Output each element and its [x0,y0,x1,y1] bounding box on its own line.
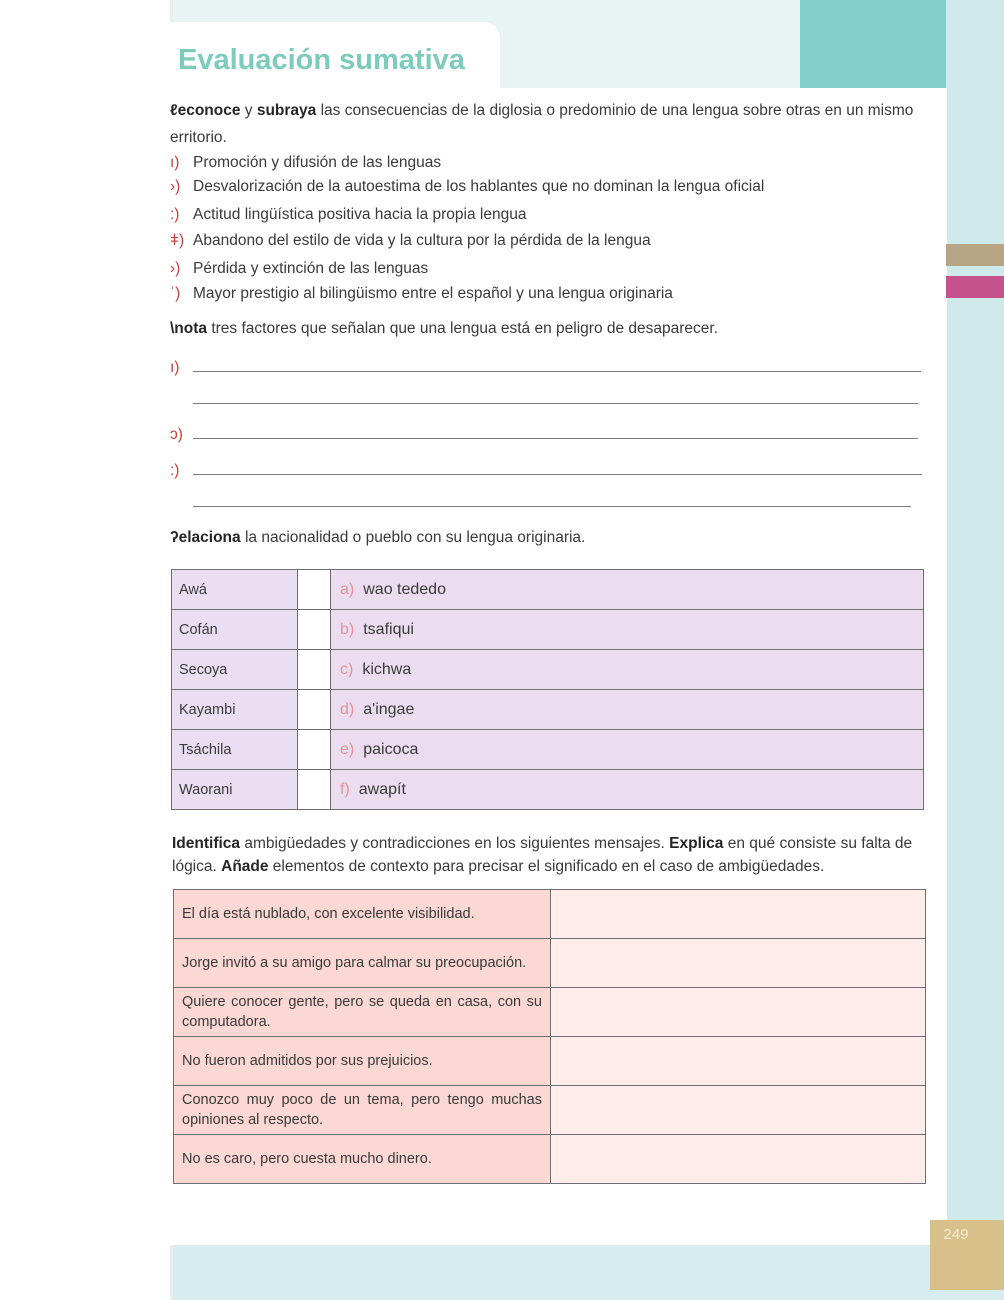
q1-verb-1: ℓeconoce [170,102,241,119]
matching-table [171,569,924,810]
table-row [174,939,926,988]
table-row [172,610,924,650]
message-cell: Quiere conocer gente, pero se queda en casa, con su computadora. [174,988,551,1037]
message-cell: No es caro, pero cuesta mucho dinero. [174,1135,551,1184]
q1-option-text[interactable]: Abandono del estilo de vida y la cultura por la pérdida de la lengua [193,232,651,249]
page-number: 249 [943,1226,969,1243]
explanation-cell[interactable] [551,988,926,1037]
page-title: Evaluación sumativa [178,44,465,76]
q4-verb-1: Identifica [172,835,241,852]
nationality-cell: Secoya [172,650,298,690]
message-cell: Conozco muy poco de un tema, pero tengo muchas opiniones al respecto. [174,1086,551,1135]
message-cell: No fueron admitidos por sus prejuicios. [174,1037,551,1086]
q1-option-text[interactable]: Mayor prestigio al bilingüismo entre el español y una lengua originaria [193,285,673,302]
q1-instruction-line2: erritorio. [170,129,227,146]
q2-answer-line[interactable] [193,403,918,404]
answer-cell[interactable] [298,570,331,610]
q1-option-text[interactable]: Desvalorización de la autoestima de los hablantes que no dominan la lengua oficial [193,178,765,195]
answer-cell[interactable] [298,650,331,690]
nationality-cell: Tsáchila [172,730,298,770]
q3-verb: ʔelaciona [170,529,241,546]
q1-option-text[interactable]: Promoción y difusión de las lenguas [193,154,442,171]
q1-instruction-line1: ℓeconoce y subraya las consecuencias de la diglosia o predominio de una lengua sobre otras en un mismo [170,102,914,119]
nationality-cell: Cofán [172,610,298,650]
q2-answer-line[interactable] [193,506,911,507]
table-row [172,650,924,690]
q4-instruction-line2: lógica. Añade elementos de contexto para precisar el significado en el caso de ambigüedades. [172,858,825,875]
nationality-cell: Awá [172,570,298,610]
q1-verb-2: subraya [256,102,317,119]
bottom-background-band [170,1245,1004,1300]
q2-answer-line[interactable] [193,474,922,475]
language-cell: c) kichwa [331,650,924,690]
q1-option-letter: ǂ) [170,232,185,249]
q1-option-letter: ›) [170,260,181,277]
table-row [172,730,924,770]
q2-answer-label: ɔ) [170,426,183,443]
answer-cell[interactable] [298,770,331,810]
q4-verb-3: Añade [221,858,269,875]
q4-instruction-line1: Identifica ambigüedades y contradicciones en los siguientes mensajes. Explica en qué consiste su falta de [172,835,913,852]
message-cell: Jorge invitó a su amigo para calmar su preocupación. [174,939,551,988]
q1-option-text[interactable]: Pérdida y extinción de las lenguas [193,260,429,277]
q2-answer-line[interactable] [193,371,921,372]
language-cell: a) wao tededo [331,570,924,610]
answer-cell[interactable] [298,610,331,650]
nationality-cell: Waorani [172,770,298,810]
q3-instruction: ʔelaciona la nacionalidad o pueblo con su lengua originaria. [170,529,586,546]
answer-cell[interactable] [298,690,331,730]
ambiguity-table [173,889,926,1184]
q1-option-letter: ı) [170,154,180,171]
language-cell: d) a'ingae [331,690,924,730]
table-row [172,770,924,810]
language-cell: e) paicoca [331,730,924,770]
q2-answer-label: :) [170,462,180,479]
table-row [174,1037,926,1086]
q1-option-letter: ›) [170,178,181,195]
tan-stripe [946,244,1004,266]
language-cell: b) tsafiqui [331,610,924,650]
q1-option-text[interactable]: Actitud lingüística positiva hacia la propia lengua [193,206,527,223]
table-row [174,1086,926,1135]
q4-verb-2: Explica [669,835,724,852]
explanation-cell[interactable] [551,939,926,988]
table-row [174,988,926,1037]
q1-option-letter: :) [170,206,180,223]
table-row [172,570,924,610]
q2-instruction: \nota tres factores que señalan que una lengua está en peligro de desaparecer. [170,320,719,337]
message-cell: El día está nublado, con excelente visibilidad. [174,890,551,939]
q2-answer-label: ı) [170,359,180,376]
table-row [174,1135,926,1184]
table-row [172,690,924,730]
explanation-cell[interactable] [551,890,926,939]
explanation-cell[interactable] [551,1086,926,1135]
table-row [174,890,926,939]
explanation-cell[interactable] [551,1135,926,1184]
nationality-cell: Kayambi [172,690,298,730]
q2-verb: \nota [170,320,208,337]
explanation-cell[interactable] [551,1037,926,1086]
language-cell: f) awapít [331,770,924,810]
answer-cell[interactable] [298,730,331,770]
right-background-band [946,0,1004,1300]
q2-answer-line[interactable] [193,438,918,439]
pink-stripe [946,276,1004,298]
q1-option-letter: ˈ) [170,285,181,302]
